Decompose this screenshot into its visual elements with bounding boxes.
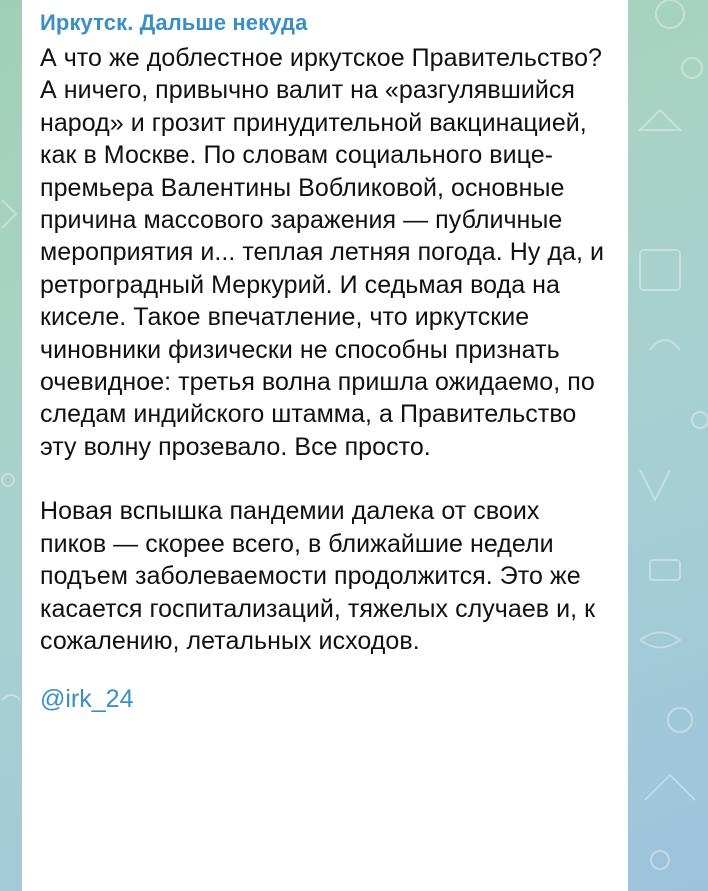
message-bubble[interactable]	[22, 0, 628, 891]
message-text	[40, 42, 608, 657]
message-paragraph-1: А что же доблестное иркутское Правительство? А ничего, привычно валит на «разгулявшийся народ» и грозит принудительной вакцинацией, как в Москве. По словам социального вице-премьера Валентины Вобликовой, основные причина массового заражения — публичные мероприятия и... теплая летняя погода. Ну да, и ретроградный Меркурий. И седьмая вода на киселе. Такое впечатление, что иркутские чиновники физически не способны признать очевидное: третья волна пришла ожидаемо, по следам индийского штамма, а Правительство эту волну прозевало. Все просто.	[40, 44, 604, 461]
channel-name[interactable]: Иркутск. Дальше некуда	[40, 10, 308, 35]
paragraph-spacer	[40, 463, 608, 495]
message-paragraph-2: Новая вспышка пандемии далека от своих пиков — скорее всего, в ближайшие недели подъем заболеваемости продолжится. Это же касается госпитализаций, тяжелых случаев и, к сожалению, летальных исходов.	[40, 497, 596, 655]
channel-handle-link[interactable]: @irk_24	[40, 685, 134, 714]
